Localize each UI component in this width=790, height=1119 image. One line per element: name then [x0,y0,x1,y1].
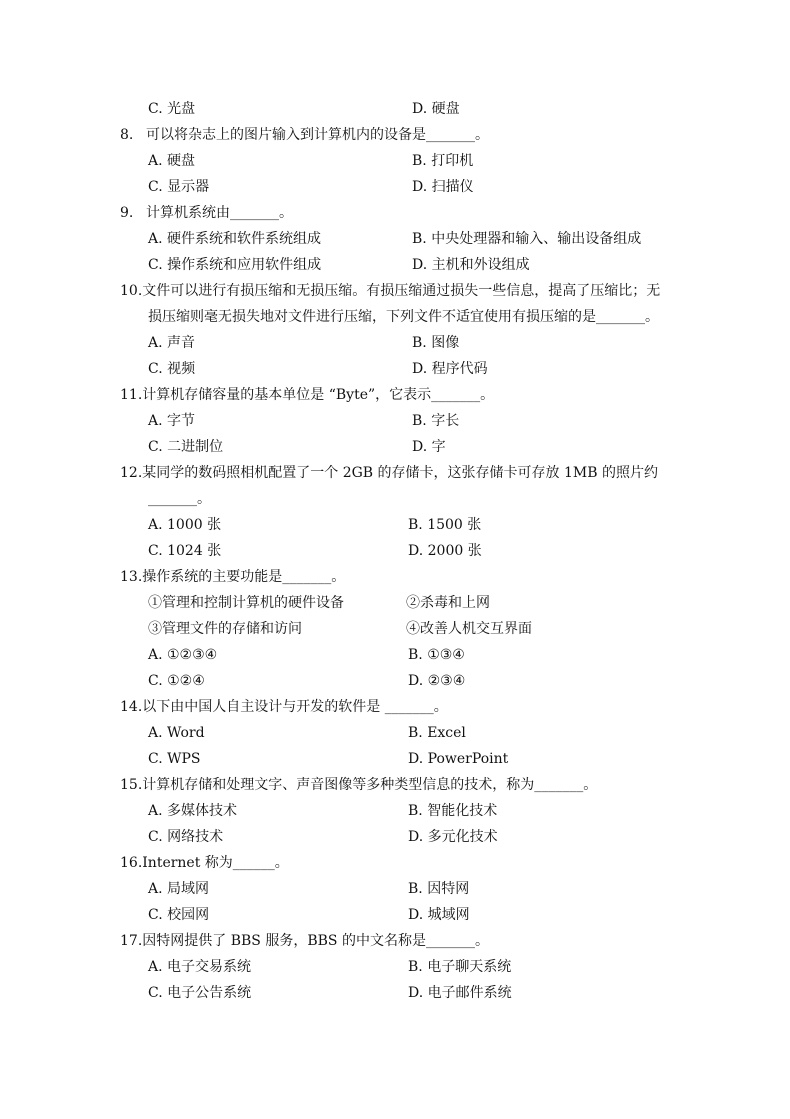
question-17 [120,928,489,954]
q10-option-b: B. 图像 [412,335,460,351]
question-text: 操作系统的主要功能是_______。 [142,569,346,585]
q7-option-c: C. 光盘 [148,101,196,117]
q15-option-b: B. 智能化技术 [408,803,498,819]
q17-option-d: D. 电子邮件系统 [408,985,512,1001]
q8-option-c: C. 显示器 [148,179,210,195]
question-text-line1: 某同学的数码照相机配置了一个 2GB 的存储卡，这张存储卡可存放 1MB 的照片约 [142,465,658,481]
question-text: 可以将杂志上的图片输入到计算机内的设备是_______。 [146,127,489,143]
q14-option-c: C. WPS [148,751,201,767]
q7-option-d: D. 硬盘 [412,101,460,117]
question-12-continuation: _______。 [148,491,211,507]
question-number: 10. [120,283,143,299]
q15-option-d: D. 多元化技术 [408,829,498,845]
q13-statement-1: ①管理和控制计算机的硬件设备 [148,595,344,611]
q12-option-c: C. 1024 张 [148,543,222,559]
q8-option-b: B. 打印机 [412,153,474,169]
q15-option-c: C. 网络技术 [148,829,224,845]
q13-option-a: A. ①②③④ [148,647,218,663]
question-text: 计算机存储容量的基本单位是 “Byte”，它表示_______。 [142,387,495,403]
q9-option-d: D. 主机和外设组成 [412,257,530,273]
q9-option-c: C. 操作系统和应用软件组成 [148,257,322,273]
q13-option-b: B. ①③④ [408,647,465,663]
q8-option-a: A. 硬盘 [148,153,196,169]
q11-option-b: B. 字长 [412,413,460,429]
question-text-line1: 文件可以进行有损压缩和无损压缩。有损压缩通过损失一些信息，提高了压缩比；无 [142,283,661,299]
q16-option-b: B. 因特网 [408,881,470,897]
q13-statement-4: ④改善人机交互界面 [406,621,532,637]
question-8 [120,122,680,148]
question-number: 8. [120,127,134,143]
q17-option-b: B. 电子聊天系统 [408,959,512,975]
q9-option-b: B. 中央处理器和输入、输出设备组成 [412,231,642,247]
question-14 [120,694,448,720]
q10-option-c: C. 视频 [148,361,196,377]
question-number: 16. [120,855,143,871]
question-number: 13. [120,569,143,585]
question-16 [120,850,289,876]
q11-option-d: D. 字 [412,439,446,455]
q15-option-a: A. 多媒体技术 [148,803,238,819]
q14-option-a: A. Word [148,725,205,741]
question-12 [120,460,658,486]
question-text: 计算机系统由_______。 [146,205,293,221]
q16-option-a: A. 局域网 [148,881,210,897]
question-number: 17. [120,933,143,949]
q12-option-a: A. 1000 张 [148,517,222,533]
q13-option-d: D. ②③④ [408,673,466,689]
q12-option-b: B. 1500 张 [408,517,482,533]
q10-option-d: D. 程序代码 [412,361,488,377]
q10-option-a: A. 声音 [148,335,196,351]
question-10-continuation: 损压缩则毫无损失地对文件进行压缩，下列文件不适宜使用有损压缩的是_______。 [148,309,659,325]
question-9 [120,200,680,226]
q14-option-d: D. PowerPoint [408,751,509,767]
q13-statement-2: ②杀毒和上网 [406,595,490,611]
question-text: 以下由中国人自主设计与开发的软件是 _______。 [142,699,448,715]
q12-option-d: D. 2000 张 [408,543,482,559]
q8-option-d: D. 扫描仪 [412,179,474,195]
q17-option-a: A. 电子交易系统 [148,959,252,975]
question-text: Internet 称为______。 [142,855,289,871]
q9-option-a: A. 硬件系统和软件系统组成 [148,231,322,247]
question-number: 15. [120,777,143,793]
question-number: 9. [120,205,134,221]
question-13 [120,564,345,590]
question-number: 11. [120,387,143,403]
q13-statement-3: ③管理文件的存储和访问 [148,621,302,637]
q16-option-d: D. 城域网 [408,907,470,923]
question-text: 因特网提供了 BBS 服务，BBS 的中文名称是_______。 [142,933,489,949]
q11-option-c: C. 二进制位 [148,439,224,455]
question-number: 12. [120,465,143,481]
question-15 [120,772,597,798]
q13-option-c: C. ①②④ [148,673,205,689]
q17-option-c: C. 电子公告系统 [148,985,252,1001]
q11-option-a: A. 字节 [148,413,196,429]
q16-option-c: C. 校园网 [148,907,210,923]
question-text: 计算机存储和处理文字、声音图像等多种类型信息的技术，称为_______。 [142,777,598,793]
question-11 [120,382,494,408]
question-10 [120,278,660,304]
question-number: 14. [120,699,143,715]
q14-option-b: B. Excel [408,725,466,741]
